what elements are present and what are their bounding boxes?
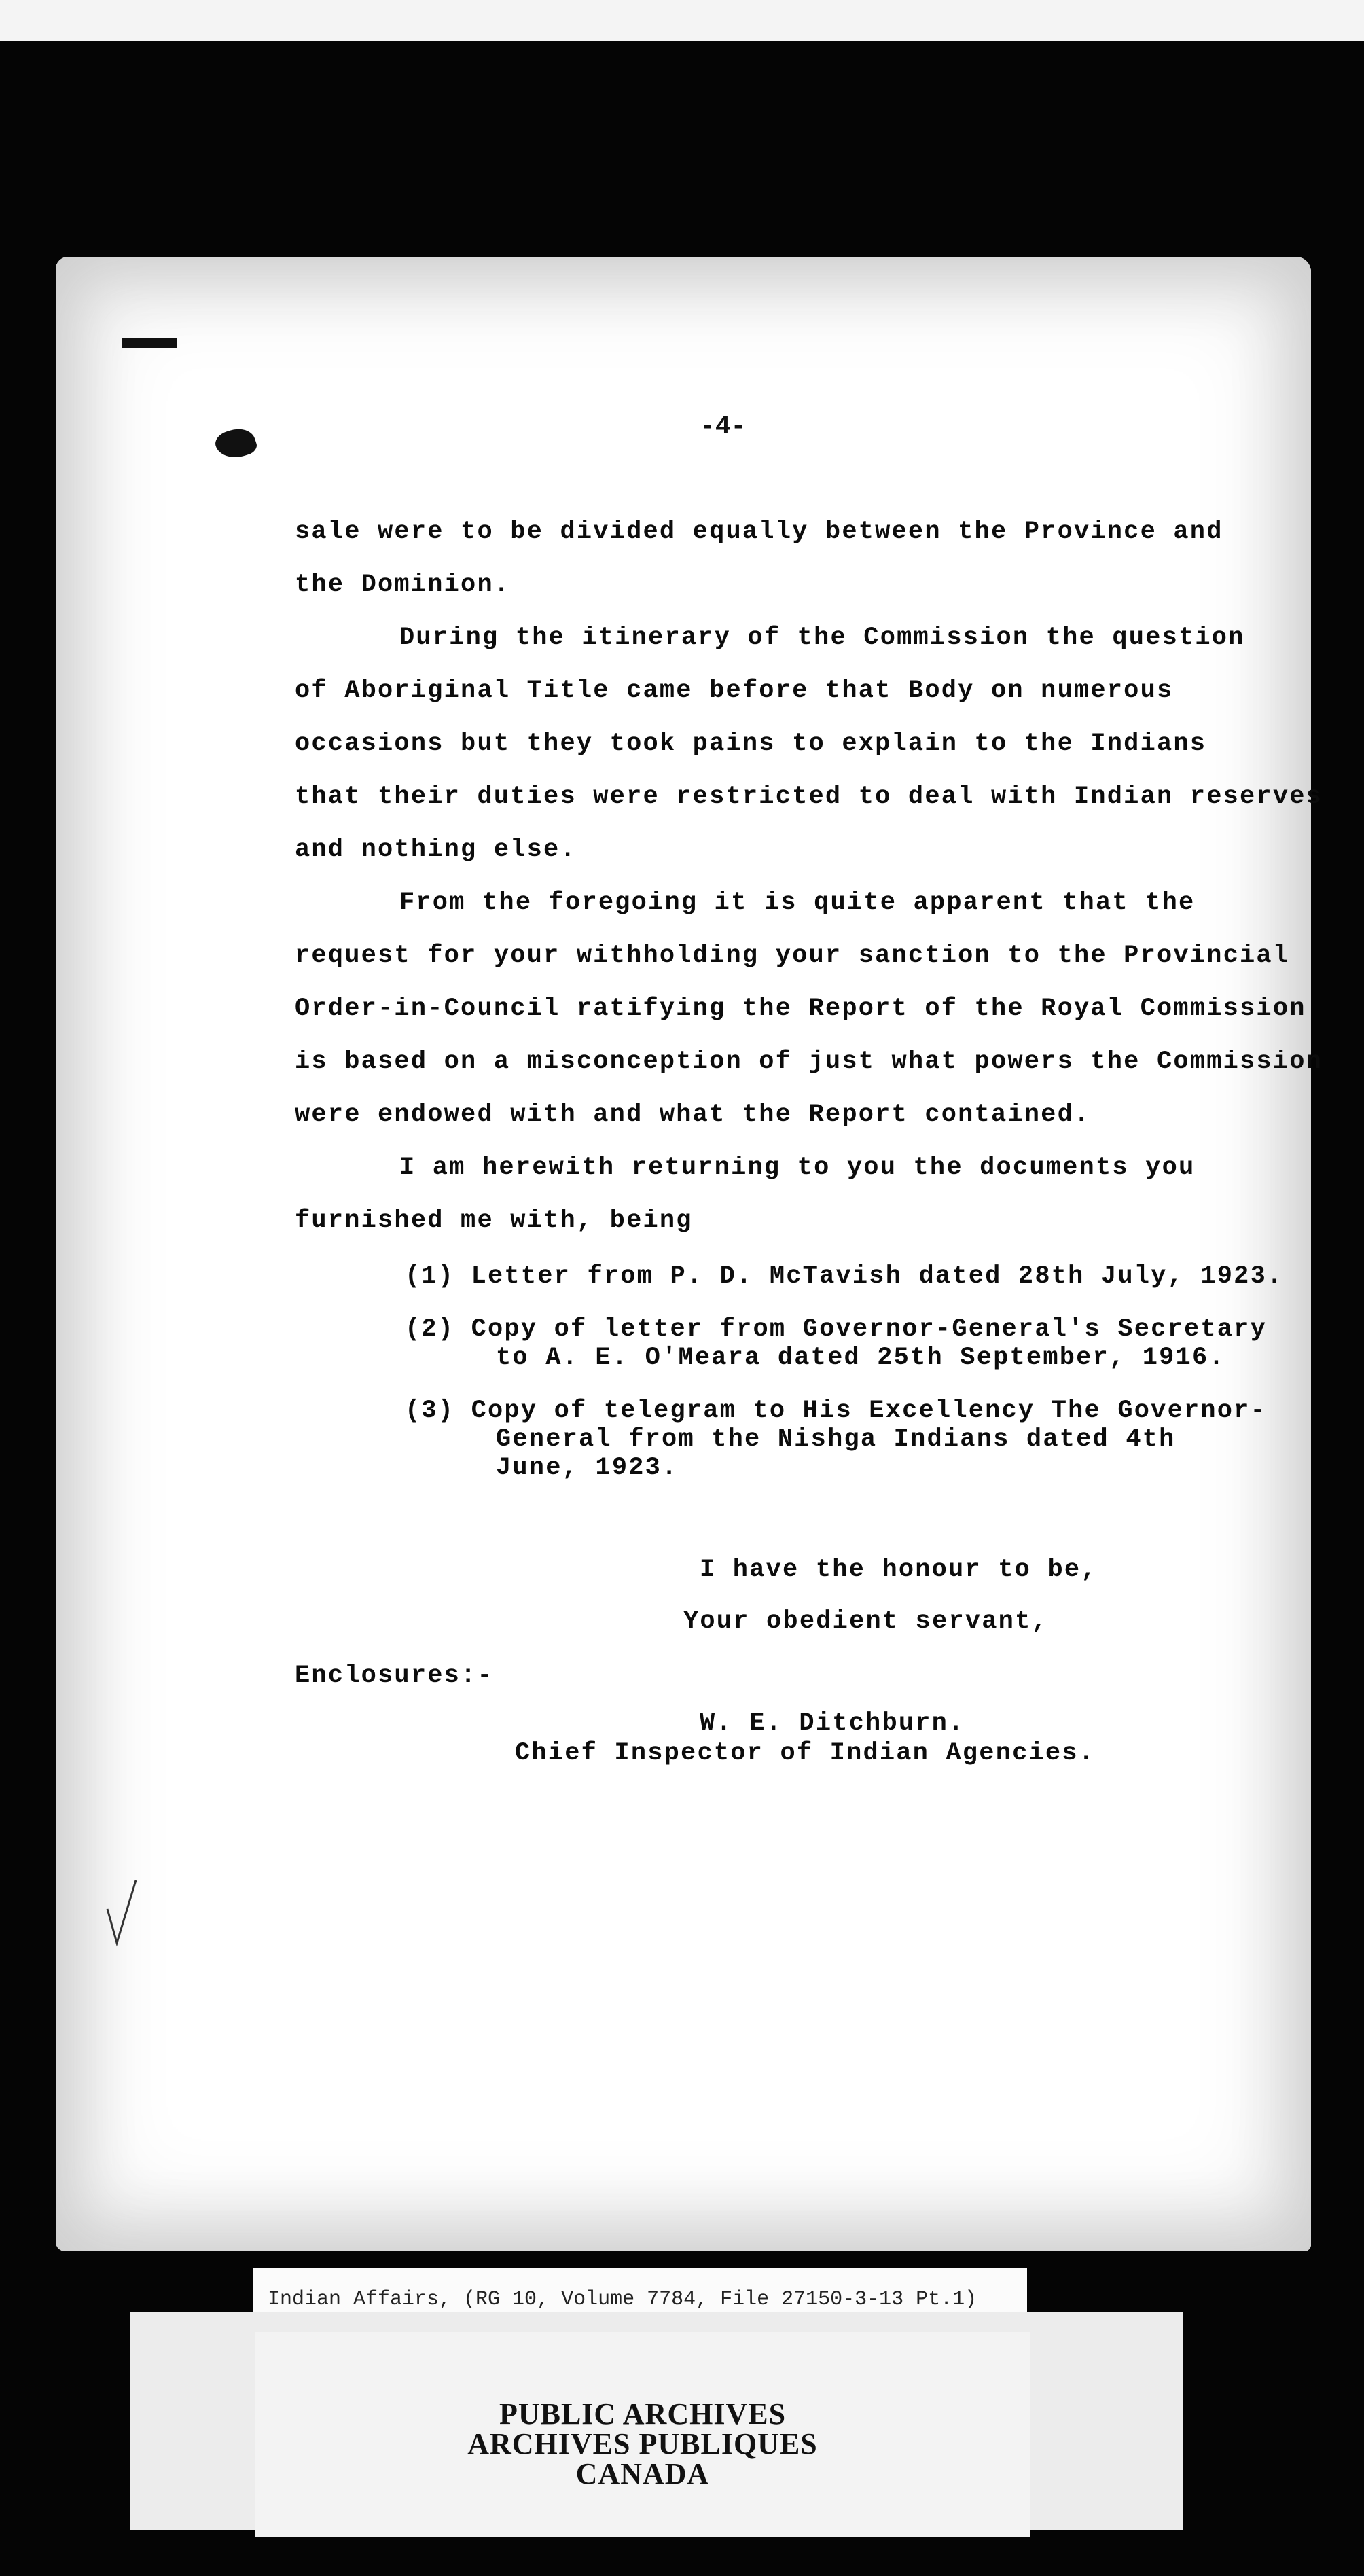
body-line: were endowed with and what the Report contained. xyxy=(295,1101,1091,1129)
body-line: and nothing else. xyxy=(295,836,577,864)
top-film-strip xyxy=(0,0,1364,41)
stamp-line-1: PUBLIC ARCHIVES xyxy=(499,2397,787,2431)
enclosure-item: (2) Copy of letter from Governor-General's Secretary xyxy=(405,1315,1267,1344)
closing-line: Your obedient servant, xyxy=(683,1607,1048,1636)
body-line: sale were to be divided equally between the Province and xyxy=(295,518,1223,546)
body-line: the Dominion. xyxy=(295,571,511,599)
enclosure-item: (3) Copy of telegram to His Excellency The Governor- xyxy=(405,1397,1267,1425)
body-line: is based on a misconception of just what powers the Commission xyxy=(295,1048,1323,1076)
signatory-name: W. E. Ditchburn. xyxy=(700,1709,965,1738)
stamp-line-2: ARCHIVES PUBLIQUES xyxy=(467,2427,818,2461)
enclosure-item-continued: General from the Nishga Indians dated 4th xyxy=(496,1425,1176,1454)
body-line: From the foregoing it is quite apparent that the xyxy=(399,889,1196,917)
body-line: Order-in-Council ratifying the Report of the Royal Commission xyxy=(295,995,1306,1023)
scan-mark xyxy=(122,338,177,348)
enclosure-item: (1) Letter from P. D. McTavish dated 28th July, 1923. xyxy=(405,1262,1284,1291)
body-line: During the itinerary of the Commission the question xyxy=(399,624,1245,652)
body-line: request for your withholding your sanction to the Provincial xyxy=(295,942,1290,970)
enclosure-item-continued: to A. E. O'Meara dated 25th September, 1916. xyxy=(496,1344,1225,1372)
signatory-title: Chief Inspector of Indian Agencies. xyxy=(515,1739,1096,1768)
handwritten-check-mark xyxy=(102,1875,143,1950)
enclosures-label: Enclosures:- xyxy=(295,1662,494,1690)
body-line: occasions but they took pains to explain to the Indians xyxy=(295,730,1207,758)
archive-reference: Indian Affairs, (RG 10, Volume 7784, File 27150-3-13 Pt.1) xyxy=(268,2288,977,2311)
document-page xyxy=(56,257,1311,2251)
body-line: of Aboriginal Title came before that Body on numerous xyxy=(295,677,1174,705)
closing-line: I have the honour to be, xyxy=(700,1556,1098,1584)
page-number: -4- xyxy=(700,412,747,442)
body-line: furnished me with, being xyxy=(295,1206,693,1235)
body-line: I am herewith returning to you the documents you xyxy=(399,1153,1196,1182)
enclosure-item-continued: June, 1923. xyxy=(496,1454,679,1482)
body-line: that their duties were restricted to deal with Indian reserves xyxy=(295,783,1323,811)
stamp-line-3: CANADA xyxy=(575,2457,710,2490)
